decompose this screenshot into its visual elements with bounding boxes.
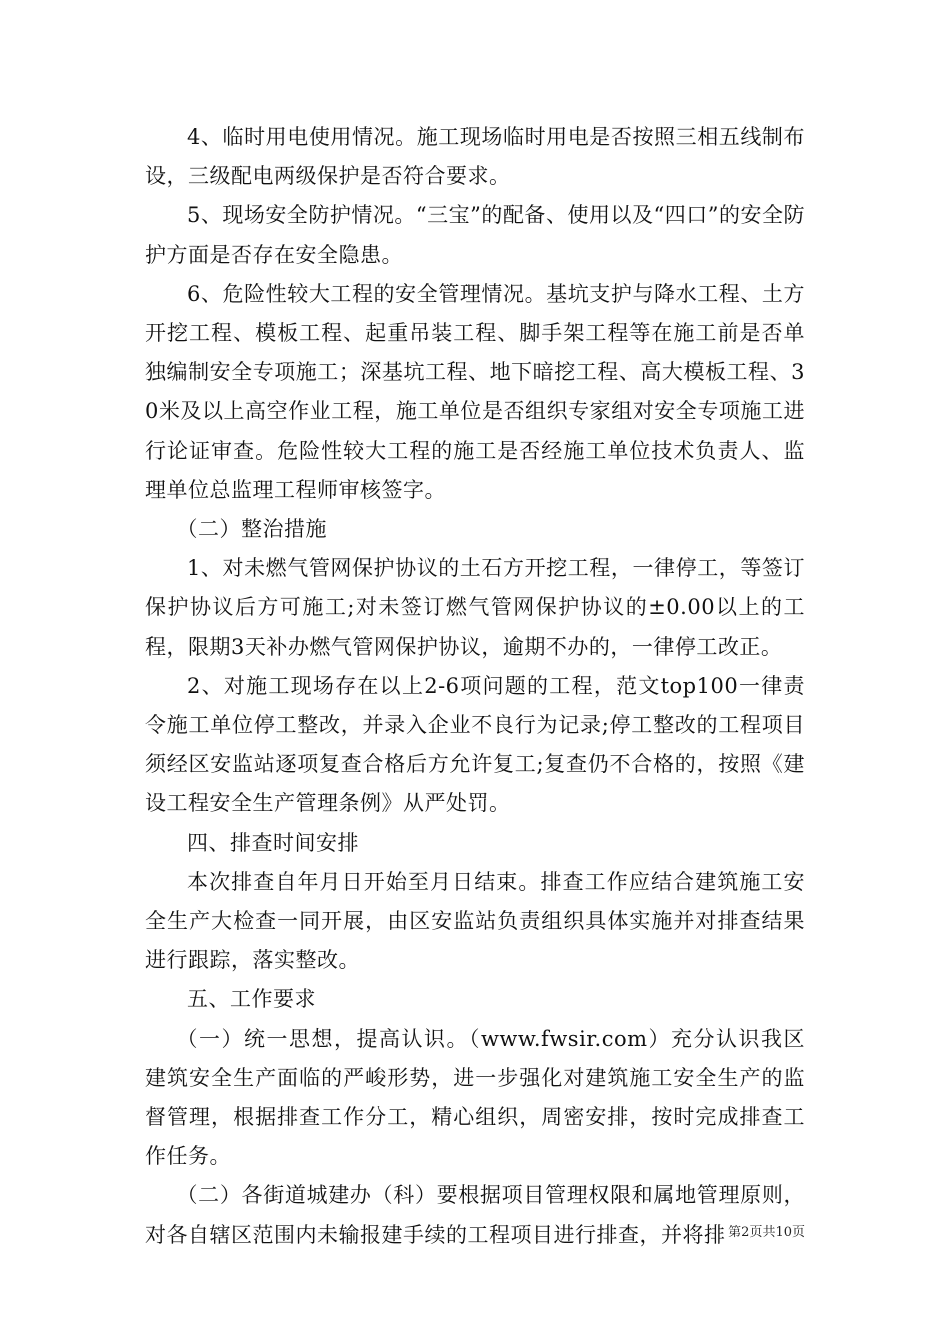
paragraph-rectification-2: 2、对施工现场存在以上2-6项问题的工程，范文top100一律责令施工单位停工整改，并录入企业不良行为记录;停工整改的工程项目须经区安监站逐项复查合格后方允许复工;复查仍不合格的，按照《建设工程安全生产管理条例》从严处罚。 — [145, 673, 805, 816]
section-heading-rectification: （二）整治措施 — [176, 517, 327, 542]
paragraph-requirement-1: （一）统一思想，提高认识。（www.fwsir.com）充分认识我区建筑安全生产面临的严峻形势，进一步强化对建筑施工安全生产的监督管理，根据排查工作分工，精心组织，周密安排，按时完成排查工作任务。 — [145, 1026, 805, 1169]
document-body — [145, 118, 805, 1255]
paragraph-requirement-2: （二）各街道城建办（科）要根据项目管理权限和属地管理原则，对各自辖区范围内未输报建手续的工程项目进行排查，并将排 — [145, 1183, 805, 1247]
paragraph-temporary-electricity: 4、临时用电使用情况。施工现场临时用电是否按照三相五线制布设，三级配电两级保护是否符合要求。 — [145, 125, 805, 189]
paragraph-dangerous-projects: 6、危险性较大工程的安全管理情况。基坑支护与降水工程、土方开挖工程、模板工程、起重吊装工程、脚手架工程等在施工前是否单独编制安全专项施工；深基坑工程、地下暗挖工程、高大模板工程、30米及以上高空作业工程，施工单位是否组织专家组对安全专项施工进行论证审查。危险性较大工程的施工是否经施工单位技术负责人、监理单位总监理工程师审核签字。 — [145, 281, 805, 502]
section-heading-schedule: 四、排查时间安排 — [187, 830, 359, 855]
paragraph-schedule: 本次排查自年月日开始至月日结束。排查工作应结合建筑施工安全生产大检查一同开展，由区安监站负责组织具体实施并对排查结果进行跟踪，落实整改。 — [145, 869, 805, 973]
paragraph-rectification-1: 1、对未燃气管网保护协议的土石方开挖工程，一律停工，等签订保护协议后方可施工;对未签订燃气管网保护协议的±0.00以上的工程，限期3天补办燃气管网保护协议，逾期不办的，一律停工改正。 — [145, 556, 805, 659]
section-heading-requirements: 五、工作要求 — [187, 987, 316, 1012]
paragraph-safety-protection: 5、现场安全防护情况。“三宝”的配备、使用以及“四口”的安全防护方面是否存在安全隐患。 — [145, 203, 805, 267]
page-number: 第2页共10页 — [728, 1225, 805, 1240]
